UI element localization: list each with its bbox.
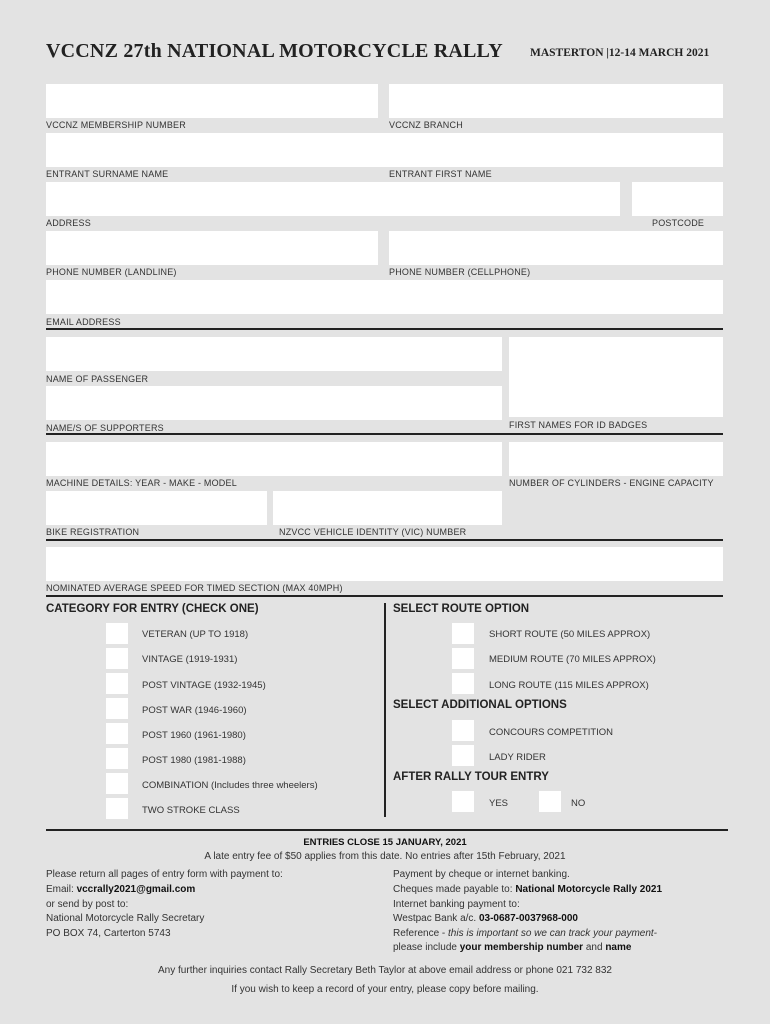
route-heading: SELECT ROUTE OPTION (393, 603, 530, 615)
reference-prefix: Reference - (393, 928, 449, 939)
postal-address: PO BOX 74, Carterton 5743 (46, 928, 171, 939)
address-label: ADDRESS (46, 218, 91, 228)
divider (46, 595, 723, 597)
payment-methods: Payment by cheque or internet banking. (393, 869, 570, 880)
divider (46, 829, 728, 831)
option-concours: CONCOURS COMPETITION (489, 727, 614, 738)
checkbox-long-route[interactable] (452, 673, 474, 694)
checkbox-vintage[interactable] (106, 648, 128, 669)
entrant-names-field[interactable] (46, 133, 723, 167)
first-name-label: ENTRANT FIRST NAME (389, 169, 492, 179)
form-title: VCCNZ 27th NATIONAL MOTORCYCLE RALLY (46, 40, 503, 62)
option-post-vintage: POST VINTAGE (1932-1945) (142, 680, 266, 691)
reference-membership: your membership number (459, 942, 584, 953)
membership-number-field[interactable] (46, 84, 378, 118)
branch-label: VCCNZ BRANCH (389, 120, 463, 130)
divider (46, 328, 723, 330)
checkbox-two-stroke[interactable] (106, 798, 128, 819)
address-field[interactable] (46, 182, 620, 216)
checkbox-concours[interactable] (452, 720, 474, 741)
cheque-payee: National Motorcycle Rally 2021 (515, 884, 663, 895)
option-short-route: SHORT ROUTE (50 MILES APPROX) (489, 629, 651, 640)
return-instructions: Please return all pages of entry form with payment to: (46, 869, 283, 880)
category-heading: CATEGORY FOR ENTRY (CHECK ONE) (46, 603, 259, 615)
option-tour-no: NO (571, 798, 586, 809)
option-post-1980: POST 1980 (1981-1988) (142, 755, 246, 766)
phone-cell-label: PHONE NUMBER (CELLPHONE) (389, 267, 531, 277)
option-medium-route: MEDIUM ROUTE (70 MILES APPROX) (489, 654, 656, 665)
registration-label: BIKE REGISTRATION (46, 527, 140, 537)
cheque-payee-line (393, 884, 662, 895)
option-tour-yes: YES (489, 798, 509, 809)
postcode-label: POSTCODE (652, 218, 705, 228)
late-fee-note: A late entry fee of $50 applies from this date. No entries after 15th February, 2021 (204, 851, 566, 862)
checkbox-post-war[interactable] (106, 698, 128, 719)
machine-details-label: MACHINE DETAILS: YEAR - MAKE - MODEL (46, 478, 237, 488)
tour-heading: AFTER RALLY TOUR ENTRY (393, 771, 549, 783)
branch-field[interactable] (389, 84, 723, 118)
reference-line (393, 928, 657, 939)
option-combination: COMBINATION (Includes three wheelers) (142, 780, 318, 791)
option-veteran: VETERAN (UP TO 1918) (142, 629, 249, 640)
option-two-stroke: TWO STROKE CLASS (142, 805, 240, 816)
bank-account-line (393, 913, 578, 924)
option-vintage: VINTAGE (1919-1931) (142, 654, 238, 665)
email-label: EMAIL ADDRESS (46, 317, 121, 327)
entries-close: ENTRIES CLOSE 15 JANUARY, 2021 (303, 837, 467, 848)
checkbox-post-1960[interactable] (106, 723, 128, 744)
reference-and: and (583, 942, 606, 953)
option-post-1960: POST 1960 (1961-1980) (142, 730, 246, 741)
bank-account-number: 03-0687-0037968-000 (478, 913, 578, 924)
cylinders-label: NUMBER OF CYLINDERS - ENGINE CAPACITY (509, 478, 714, 488)
inquiries-note: Any further inquiries contact Rally Secretary Beth Taylor at above email address or phone 021 732 832 (158, 965, 612, 976)
email-line (46, 884, 195, 895)
email-prefix: Email: (46, 884, 77, 895)
phone-cell-field[interactable] (389, 231, 723, 265)
cylinders-field[interactable] (509, 442, 723, 476)
badges-label: FIRST NAMES FOR ID BADGES (509, 420, 648, 430)
badges-field[interactable] (509, 337, 723, 417)
secretary-name: National Motorcycle Rally Secretary (46, 913, 205, 924)
keep-record-note: If you wish to keep a record of your entry, please copy before mailing. (231, 984, 539, 995)
reference-name: name (605, 942, 632, 953)
option-long-route: LONG ROUTE (115 MILES APPROX) (489, 680, 649, 691)
reference-include-prefix: please include (393, 942, 460, 953)
option-lady-rider: LADY RIDER (489, 752, 546, 763)
checkbox-tour-no[interactable] (539, 791, 561, 812)
post-instructions: or send by post to: (46, 899, 129, 910)
machine-details-field[interactable] (46, 442, 502, 476)
supporters-field[interactable] (46, 386, 502, 420)
email-field[interactable] (46, 280, 723, 314)
passenger-label: NAME OF PASSENGER (46, 374, 149, 384)
reference-note: this is important so we can track your payment- (448, 928, 658, 939)
additional-options-heading: SELECT ADDITIONAL OPTIONS (393, 699, 567, 711)
phone-landline-label: PHONE NUMBER (LANDLINE) (46, 267, 177, 277)
option-post-war: POST WAR (1946-1960) (142, 705, 247, 716)
checkbox-veteran[interactable] (106, 623, 128, 644)
checkbox-post-vintage[interactable] (106, 673, 128, 694)
speed-label: NOMINATED AVERAGE SPEED FOR TIMED SECTION (MAX 40MPH) (46, 583, 343, 593)
speed-field[interactable] (46, 547, 723, 581)
vic-field[interactable] (273, 491, 502, 525)
postcode-field[interactable] (632, 182, 723, 216)
divider (46, 539, 723, 541)
cheque-prefix: Cheques made payable to: (393, 884, 516, 895)
checkbox-combination[interactable] (106, 773, 128, 794)
internet-banking-line: Internet banking payment to: (393, 899, 520, 910)
event-date-location: MASTERTON |12-14 MARCH 2021 (530, 47, 710, 59)
checkbox-short-route[interactable] (452, 623, 474, 644)
bank-prefix: Westpac Bank a/c. (393, 913, 479, 924)
rally-email[interactable]: vccrally2021@gmail.com (76, 884, 196, 895)
registration-field[interactable] (46, 491, 267, 525)
checkbox-post-1980[interactable] (106, 748, 128, 769)
checkbox-medium-route[interactable] (452, 648, 474, 669)
surname-label: ENTRANT SURNAME NAME (46, 169, 169, 179)
passenger-field[interactable] (46, 337, 502, 371)
membership-number-label: VCCNZ MEMBERSHIP NUMBER (46, 120, 186, 130)
checkbox-lady-rider[interactable] (452, 745, 474, 766)
phone-landline-field[interactable] (46, 231, 378, 265)
vic-label: NZVCC VEHICLE IDENTITY (VIC) NUMBER (279, 527, 467, 537)
divider (46, 433, 723, 435)
reference-include-line (393, 942, 631, 953)
supporters-label: NAME/S OF SUPPORTERS (46, 423, 164, 433)
column-divider (384, 603, 386, 817)
checkbox-tour-yes[interactable] (452, 791, 474, 812)
